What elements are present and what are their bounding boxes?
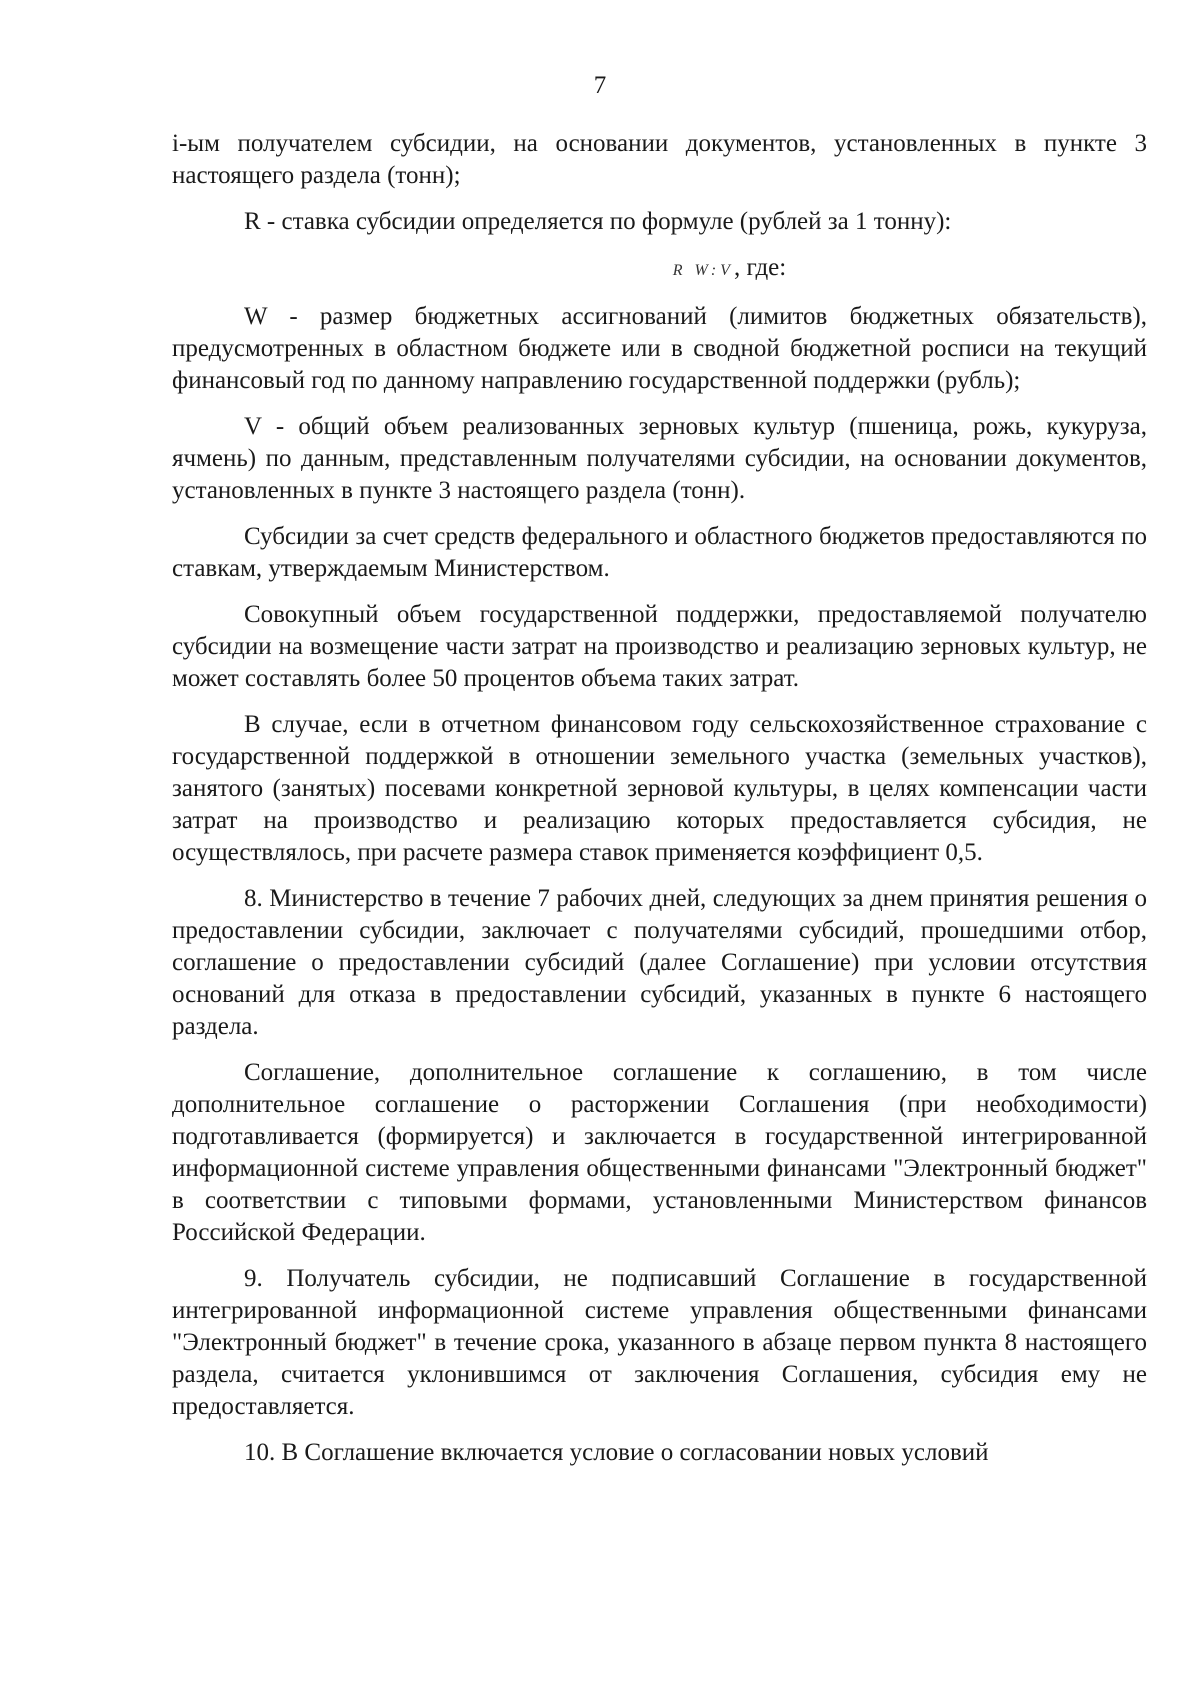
paragraph: В случае, если в отчетном финансовом году сельскохозяйственное страхование с государственной поддержкой в отношении земельного участка (земельных участков), занятого (занятых) посевами конкретной зерновой культуры, в целях компенсации части затрат на производство и реализацию которых предоставляется субсидия, не осуществлялось, при расчете размера ставок применяется коэффициент 0,5. — [172, 711, 1147, 866]
paragraph: 10. В Соглашение включается условие о согласовании новых условий — [244, 1439, 989, 1466]
paragraph: Соглашение, дополнительное соглашение к соглашению, в том числе дополнительное соглашение о расторжении Соглашения (при необходимости) подготавливается (формируется) и заключается в государственной интегрированной информационной системе управления общественными финансами "Электронный бюджет" в соответствии с типовыми формами, установленными Министерством финансов Российской Федерации. — [172, 1059, 1147, 1246]
paragraph: Субсидии за счет средств федерального и областного бюджетов предоставляются по ставкам, утверждаемым Министерством. — [172, 523, 1147, 582]
formula-expression: R W:V — [672, 262, 734, 279]
paragraph: i-ым получателем субсидии, на основании документов, установленных в пункте 3 настоящего раздела (тонн); — [172, 130, 1147, 189]
paragraph: 9. Получатель субсидии, не подписавший Соглашение в государственной интегрированной информационной системе управления общественными финансами "Электронный бюджет" в течение срока, указанного в абзаце первом пункта 8 настоящего раздела, считается уклонившимся от заключения Соглашения, субсидия ему не предоставляется. — [172, 1265, 1147, 1420]
paragraph: W - размер бюджетных ассигнований (лимитов бюджетных обязательств), предусмотренных в областном бюджете или в сводной бюджетной росписи на текущий финансовый год по данному направлению государственной поддержки (рубль); — [172, 303, 1147, 394]
paragraph: Совокупный объем государственной поддержки, предоставляемой получателю субсидии на возмещение части затрат на производство и реализацию зерновых культур, не может составлять более 50 процентов объема таких затрат. — [172, 601, 1147, 692]
paragraph: 8. Министерство в течение 7 рабочих дней, следующих за днем принятия решения о предоставлении субсидии, заключает с получателями субсидий, прошедшими отбор, соглашение о предоставлении субсидий (далее Соглашение) при условии отсутствия оснований для отказа в предоставлении субсидий, указанных в пункте 6 настоящего раздела. — [172, 885, 1147, 1040]
page-number: 7 — [593, 72, 607, 99]
document-body — [172, 128, 1147, 1483]
formula-suffix: , где: — [733, 254, 787, 281]
paragraph: R - ставка субсидии определяется по формуле (рублей за 1 тонну): — [244, 208, 952, 235]
paragraph: V - общий объем реализованных зерновых культур (пшеница, рожь, кукуруза, ячмень) по данным, представленным получателями субсидии, на основании документов, установленных в пункте 3 настоящего раздела (тонн). — [172, 413, 1147, 504]
formula — [172, 252, 1147, 287]
